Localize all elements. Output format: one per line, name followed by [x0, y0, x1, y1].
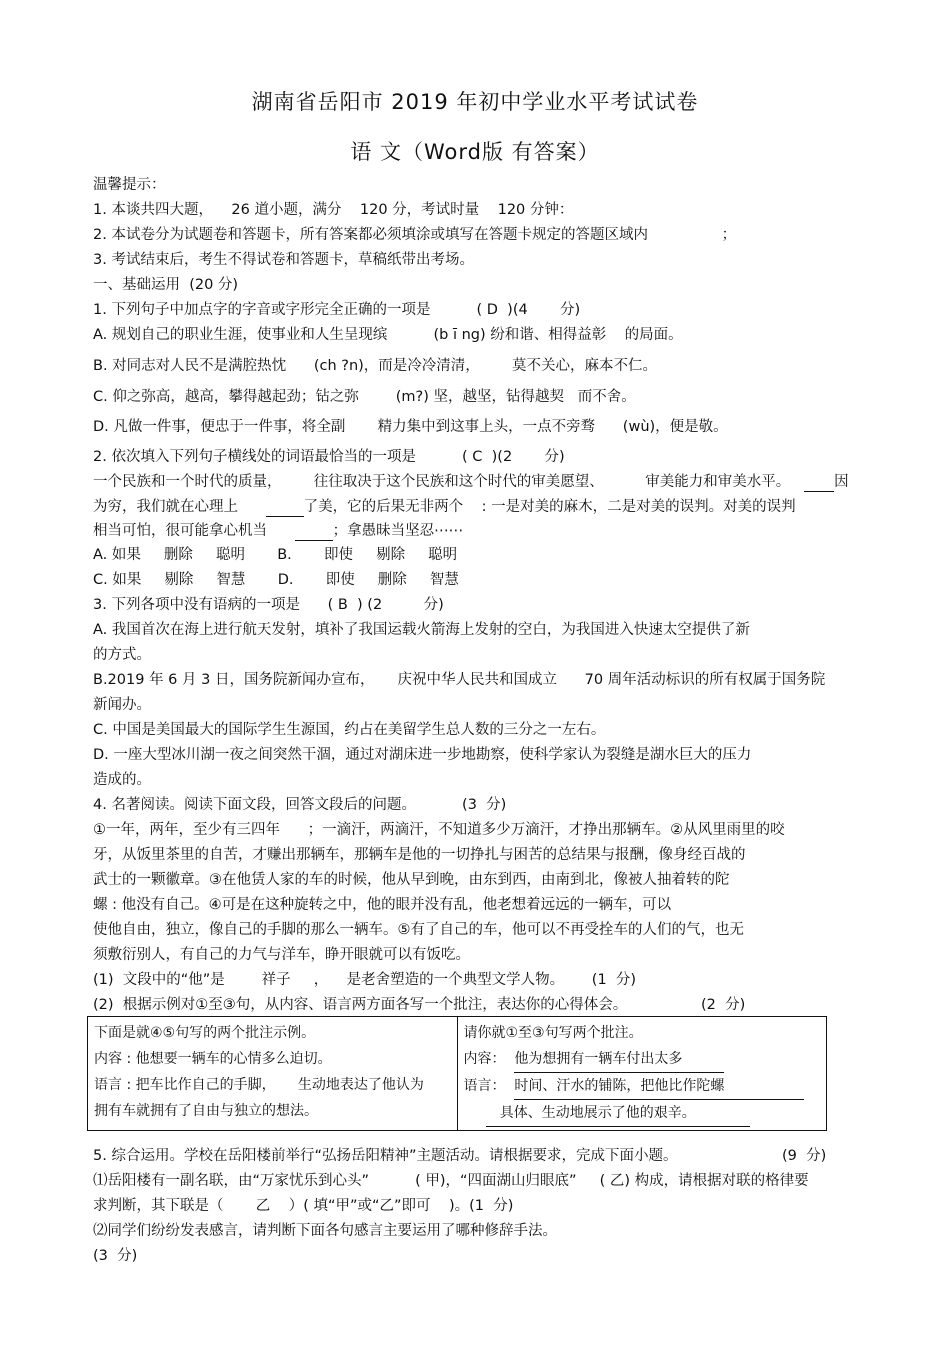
content-label: 内容： [463, 1051, 506, 1067]
q2-p3b: ；拿愚昧当坚忍⋯⋯ [332, 523, 464, 539]
q5-sub-2: ⑵同学们纷纷发表感言，请判断下面各句感言主要运用了哪种修辞手法。 [93, 1223, 557, 1239]
answer-annotations-cell [457, 1017, 827, 1131]
notice-item-1: 1. 本谈共四大题， 26 道小题，满分 120 分，考试时量 120 分钟： [93, 202, 574, 218]
notice-item-2: 2. 本试卷分为试题卷和答题卡，所有答案都必须填涂或填写在答题卡规定的答题区域内 ； [93, 227, 737, 243]
q1-option-d: D. 凡做一件事，便忠于一件事，将全副 精力集中到这事上头，一点不旁骛 (wù)，便是敬。 [93, 419, 728, 435]
q4-stem: 4. 名著阅读。阅读下面文段，回答文段后的问题。 (3 分) [93, 797, 507, 813]
q2-passage-line-1 [93, 473, 849, 492]
q1-option-b: B. 对同志对人民不是满腔热忱 (ch ?n)，而是冷冷清清， 莫不关心，麻本不仁。 [93, 358, 658, 374]
q3-option-a-1: A. 我国首次在海上进行航天发射，填补了我国运载火箭海上发射的空白，为我国进入快速太空提供了新 [93, 622, 750, 638]
q1-stem: 1. 下列句子中加点字的字音或字形完全正确的一项是 ( D )(4 分) [93, 302, 581, 318]
q4-passage-1: ①一年，两年，至少有三四年 ；一滴汗，两滴汗，不知道多少万滴汗，才挣出那辆车。②从风里雨里的咬 [93, 822, 785, 838]
example-annotations-cell [88, 1017, 458, 1131]
answer-language-row-2 [464, 1100, 821, 1127]
q5-score: (9 分) [782, 1148, 827, 1164]
q3-option-b-1: B.2019 年 6 月 3 日，国务院新闻办宣布， 庆祝中华人民共和国成立 70 周年活动标识的所有权属于国务院 [93, 672, 826, 688]
example-heading: 下面是就④⑤句写的两个批注示例。 [94, 1025, 316, 1041]
section-heading: 一、基础运用 (20 分) [93, 277, 239, 293]
q2-p3a: 相当可怕，很可能拿心机当 [93, 523, 267, 539]
q5-sub-2-score: (3 分) [93, 1248, 138, 1264]
answer-content-row [464, 1046, 821, 1073]
example-content: 内容 : 他想要一辆车的心情多么迫切。 [94, 1051, 332, 1067]
q5-sub-1a: ⑴岳阳楼有一副名联，由“万家忧乐到心头” ( 甲)，“四面湖山归眼底” ( 乙) 构成，请根据对联的格律要 [93, 1173, 809, 1189]
q4-passage-3: 武士的一颗徽章。③在他赁人家的车的时候，他从早到晚，由东到西，由南到北，像被人抽着转的陀 [93, 872, 730, 888]
q2-options-cd: C. 如果 剔除 智慧 D. 即使 删除 智慧 [93, 572, 459, 588]
q1-option-c: C. 仰之弥高，越高，攀得越起劲；钻之弥 (m?) 坚，越坚，钻得越契 而不舍。 [93, 389, 636, 405]
q4-passage-2: 牙，从饭里茶里的自苦，才赚出那辆车，那辆车是他的一切挣扎与困苦的总结果与报酬，像身经百战的 [93, 847, 746, 863]
q3-option-b-2: 新闻办。 [93, 697, 151, 713]
q2-p1-text: 一个民族和一个时代的质量， 往往取决于这个民族和这个时代的审美愿望、 审美能力和审美水平。 [93, 474, 791, 490]
q3-option-d-1: D. 一座大型冰川湖一夜之间突然干涸，通过对湖床进一步地勘察，使科学家认为裂缝是湖水巨大的压力 [93, 747, 752, 763]
answer-language-row [464, 1073, 821, 1100]
q2-stem: 2. 依次填入下列句子横线处的词语最恰当的一项是 ( C )(2 分) [93, 449, 565, 465]
blank-3 [295, 522, 333, 541]
q5-stem: 5. 综合运用。学校在岳阳楼前举行“弘扬岳阳精神”主题活动。请根据要求，完成下面小题。 [93, 1148, 678, 1164]
content-answer: 他为想拥有一辆车付出太多 [514, 1046, 724, 1073]
q3-option-d-2: 造成的。 [93, 772, 151, 788]
q4-sub-question-2: (2) 根据示例对①至③句，从内容、语言两方面各写一个批注，表达你的心得体会。 (2 分) [93, 997, 746, 1013]
q2-p1-tail: 因 [834, 474, 849, 490]
blank-1 [804, 473, 834, 492]
q4-passage-6: 须敷衍别人，有自己的力气与洋车，睁开眼就可以有饭吃。 [93, 947, 470, 963]
notice-heading: 温馨提示： [93, 177, 166, 193]
q4-passage-4: 螺 : 他没有自己。④可是在这种旋转之中，他的眼并没有乱，他老想着远远的一辆车，可以 [93, 897, 672, 913]
language-label: 语言： [463, 1078, 506, 1094]
q2-p2a: 为穷，我们就在心理上 [93, 499, 238, 515]
annotation-table [87, 1016, 827, 1131]
q1-option-a: A. 规划自己的职业生涯，使事业和人生呈现缤 (b ī ng) 纷和谐、相得益彰 的局面。 [93, 327, 683, 343]
page-subtitle: 语 文（Word版 有答案） [350, 140, 600, 164]
q2-passage-line-3 [93, 522, 463, 541]
language-answer-2: 具体、生动地展示了他的艰辛。 [486, 1100, 750, 1127]
example-language-1: 语言 : 把车比作自己的手脚， 生动地表达了他认为 [94, 1077, 424, 1093]
language-answer-1: 时间、汗水的铺陈，把他比作陀螺 [514, 1073, 804, 1100]
q3-option-a-2: 的方式。 [93, 647, 151, 663]
q2-passage-line-2 [93, 498, 796, 517]
blank-2 [266, 498, 304, 517]
q2-p2b: 了美，它的后果无非两个 : 一是对美的麻木，二是对美的误判。对美的误判 [303, 499, 796, 515]
q2-options-ab: A. 如果 删除 聪明 B. 即使 剔除 聪明 [93, 547, 458, 563]
q5-sub-1b: 求判断，其下联是（ 乙 ）( 填“甲”或“乙”即可 )。(1 分) [93, 1198, 514, 1214]
q3-option-c: C. 中国是美国最大的国际学生生源国，约占在美留学生总人数的三分之一左右。 [93, 722, 606, 738]
notice-item-3: 3. 考试结束后，考生不得试卷和答题卡，草稿纸带出考场。 [93, 252, 474, 268]
q3-stem: 3. 下列各项中没有语病的一项是 ( B ) (2 分) [93, 597, 444, 613]
answer-heading: 请你就①至③句写两个批注。 [463, 1025, 643, 1041]
page-title: 湖南省岳阳市 2019 年初中学业水平考试试卷 [251, 90, 699, 114]
q4-passage-5: 使他自由，独立，像自己的手脚的那么一辆车。⑤有了自己的车，他可以不再受拴车的人们的气，也无 [93, 922, 744, 938]
q4-sub-question-1: (1) 文段中的“他”是 祥子 ， 是老舍塑造的一个典型文学人物。 (1 分) [93, 972, 637, 988]
example-language-2: 拥有车就拥有了自由与独立的想法。 [94, 1103, 318, 1119]
